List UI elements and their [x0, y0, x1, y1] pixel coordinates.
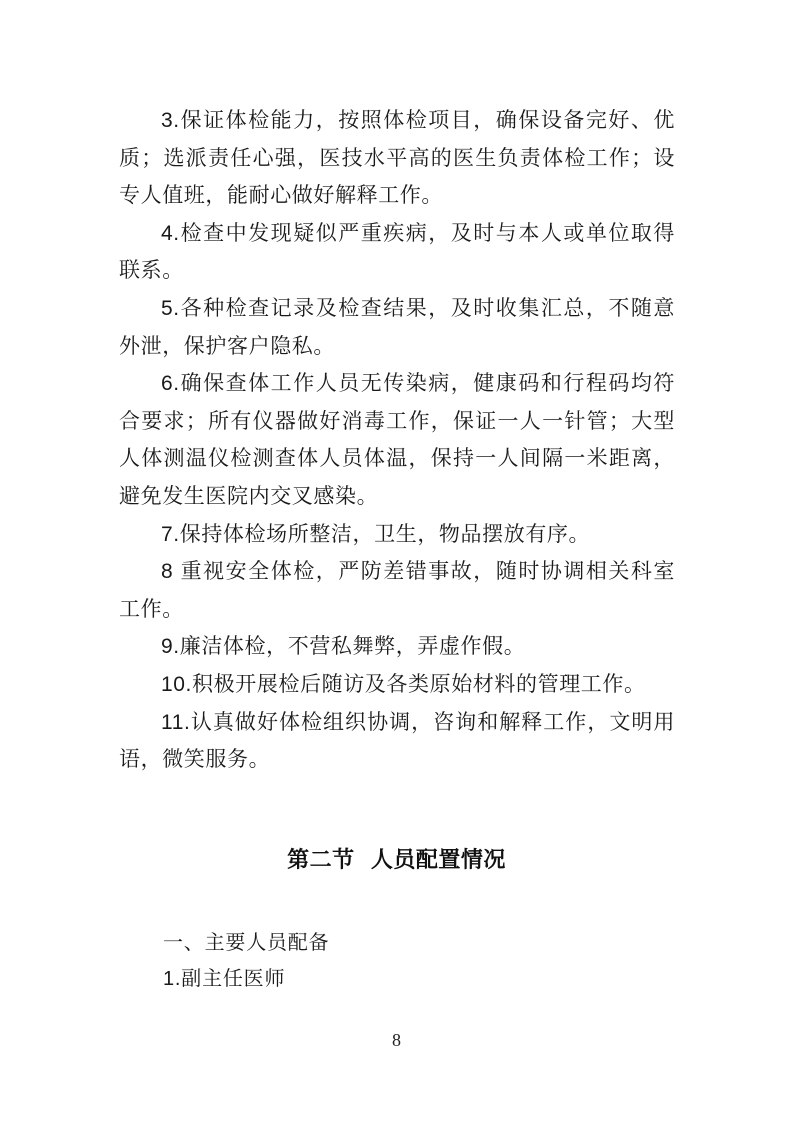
paragraph-8: 8 重视安全体检，严防差错事故，随时协调相关科室工作。	[119, 559, 676, 621]
paragraph-3: 3.保证体检能力，按照体检项目，确保设备完好、优质；选派责任心强，医技水平高的医生负责体检工作；设专人值班，能耐心做好解释工作。	[119, 108, 675, 208]
document-body	[119, 102, 675, 779]
paragraph-6: 6.确保查体工作人员无传染病，健康码和行程码均符合要求；所有仪器做好消毒工作，保证一人一针管；大型人体测温仪检测查体人员体温，保持一人间隔一米距离，避免发生医院内交叉感染。	[119, 371, 675, 508]
section-heading: 第二节 人员配置情况	[287, 848, 506, 873]
paragraph-11: 11.认真做好体检组织协调，咨询和解释工作，文明用语，微笑服务。	[119, 709, 675, 772]
paragraph-10: 10.积极开展检后随访及各类原始材料的管理工作。	[161, 671, 646, 696]
paragraph-4: 4.检查中发现疑似严重疾病，及时与本人或单位取得联系。	[119, 220, 675, 283]
paragraph-9: 9.廉洁体检，不营私舞弊，弄虚作假。	[161, 634, 526, 659]
page-number: 8	[392, 1030, 401, 1050]
paragraph-7: 7.保持体检场所整洁，卫生，物品摆放有序。	[161, 521, 591, 546]
list-item-1: 1.副主任医师	[163, 966, 286, 990]
subsection-heading: 一、主要人员配备	[163, 930, 330, 954]
paragraph-5: 5.各种检查记录及检查结果，及时收集汇总，不随意外泄，保护客户隐私。	[119, 295, 675, 358]
